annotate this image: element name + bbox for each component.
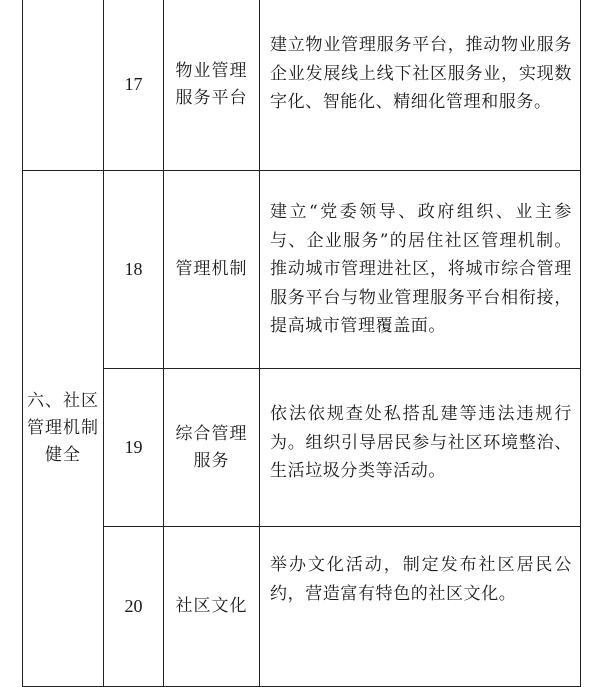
row-number: 17 <box>104 0 164 171</box>
community-management-table <box>22 0 581 687</box>
row-number: 19 <box>104 369 164 527</box>
category-cell <box>23 171 104 687</box>
table-row <box>23 527 581 687</box>
row-number: 20 <box>104 527 164 687</box>
category-cell-empty <box>23 0 104 171</box>
table-row <box>23 171 581 369</box>
category-label: 六、社区管理机制健全 <box>27 391 99 465</box>
item-description: 建立物业管理服务平台，推动物业服务企业发展线上线下社区服务业，实现数字化、智能化、精细化管理和服务。 <box>260 0 581 171</box>
row-number: 18 <box>104 171 164 369</box>
item-name: 物业管理服务平台 <box>164 0 260 171</box>
item-name: 管理机制 <box>164 171 260 369</box>
item-name: 综合管理服务 <box>164 369 260 527</box>
item-description: 依法依规查处私搭乱建等违法违规行为。组织引导居民参与社区环境整治、生活垃圾分类等活动。 <box>260 369 581 527</box>
item-name: 社区文化 <box>164 527 260 687</box>
table-row <box>23 369 581 527</box>
item-description: 举办文化活动，制定发布社区居民公约，营造富有特色的社区文化。 <box>260 527 581 687</box>
table-row <box>23 0 581 171</box>
item-description: 建立“党委领导、政府组织、业主参与、企业服务”的居住社区管理机制。推动城市管理进社区，将城市综合管理服务平台与物业管理服务平台相衔接，提高城市管理覆盖面。 <box>260 171 581 369</box>
